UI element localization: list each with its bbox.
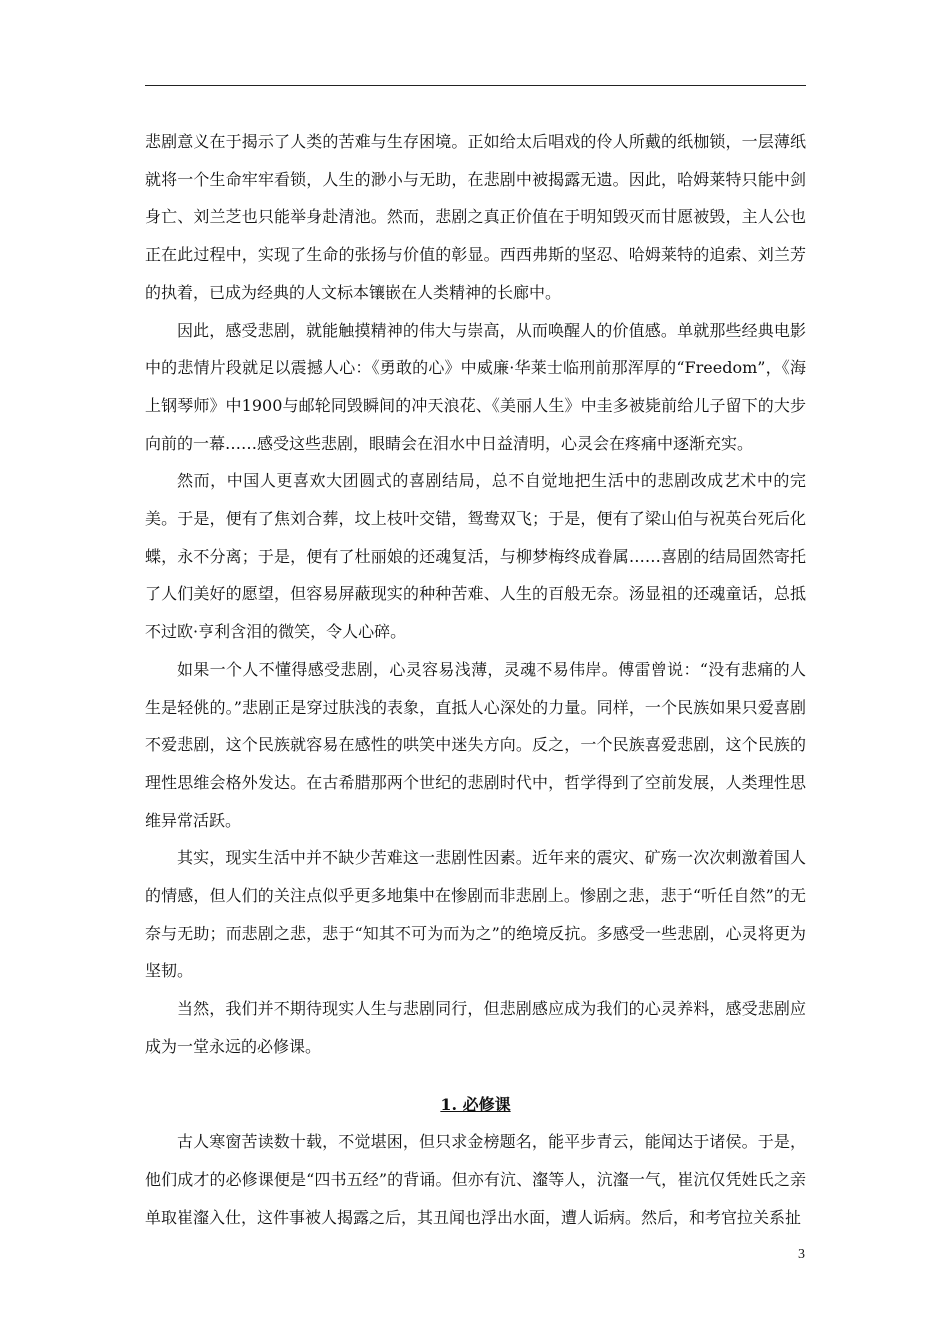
paragraph-2: 因此，感受悲剧，就能触摸精神的伟大与崇高，从而唤醒人的价值感。单就那些经典电影中的悲情片段就足以震撼人心：《勇敢的心》中威廉·华莱士临刑前那浑厚的“Freedom”，《海上钢琴师》中1900与邮轮同毁瞬间的冲天浪花、《美丽人生》中圭多被毙前给儿子留下的大步向前的一幕……感受这些悲剧，眼睛会在泪水中日益清明，心灵会在疼痛中逐渐充实。 — [145, 320, 806, 453]
paragraph-4: 如果一个人不懂得感受悲剧，心灵容易浅薄，灵魂不易伟岸。傅雷曾说：“没有悲痛的人生是轻佻的。”悲剧正是穿过肤浅的表象，直抵人心深处的力量。同样，一个民族如果只爱喜剧不爱悲剧，这个民族就容易在感性的哄笑中迷失方向。反之，一个民族喜爱悲剧，这个民族的理性思维会格外发达。在古希腊那两个世纪的悲剧时代中，哲学得到了空前发展，人类理性思维异常活跃。 — [145, 659, 806, 830]
page-number: 3 — [798, 1247, 805, 1262]
paragraph-6: 当然，我们并不期待现实人生与悲剧同行，但悲剧感应成为我们的心灵养料，感受悲剧应成为一堂永远的必修课。 — [145, 999, 806, 1056]
paragraph-1: 悲剧意义在于揭示了人类的苦难与生存困境。正如给太后唱戏的伶人所戴的纸枷锁，一层薄纸就将一个生命牢牢看锁，人生的渺小与无助，在悲剧中被揭露无遗。因此，哈姆莱特只能中剑身亡、刘兰芝也只能举身赴清池。然而，悲剧之真正价值在于明知毁灭而甘愿被毁，主人公也正在此过程中，实现了生命的张扬与价值的彰显。西西弗斯的坚忍、哈姆莱特的追索、刘兰芳的执着，已成为经典的人文标本镶嵌在人类精神的长廊中。 — [145, 132, 806, 302]
document-body — [145, 123, 806, 1236]
section-paragraph: 古人寒窗苦读数十载，不觉堪困，但只求金榜题名，能平步青云，能闻达于诸侯。于是，他们成才的必修课便是“四书五经”的背诵。但亦有沆、瀣等人，沆瀣一气，崔沆仅凭姓氏之亲单取崔瀣入仕，这件事被人揭露之后，其丑闻也浮出水面，遭人诟病。然后，和考官拉关系扯 — [145, 1132, 806, 1227]
section-heading: 1. 必修课 — [440, 1094, 511, 1114]
paragraph-3: 然而，中国人更喜欢大团圆式的喜剧结局，总不自觉地把生活中的悲剧改成艺术中的完美。于是，便有了焦刘合葬，坟上枝叶交错，鸳鸯双飞；于是，便有了梁山伯与祝英台死后化蝶，永不分离；于是，便有了杜丽娘的还魂复活，与柳梦梅终成眷属……喜剧的结局固然寄托了人们美好的愿望，但容易屏蔽现实的种种苦难、人生的百般无奈。汤显祖的还魂童话，总抵不过欧·亨利含泪的微笑，令人心碎。 — [145, 471, 806, 642]
header-rule — [145, 85, 806, 86]
paragraph-5: 其实，现实生活中并不缺少苦难这一悲剧性因素。近年来的震灾、矿殇一次次刺激着国人的情感，但人们的关注点似乎更多地集中在惨剧而非悲剧上。惨剧之悲，悲于“听任自然”的无奈与无助；而悲剧之悲，悲于“知其不可为而为之”的绝境反抗。多感受一些悲剧，心灵将更为坚韧。 — [145, 848, 806, 981]
